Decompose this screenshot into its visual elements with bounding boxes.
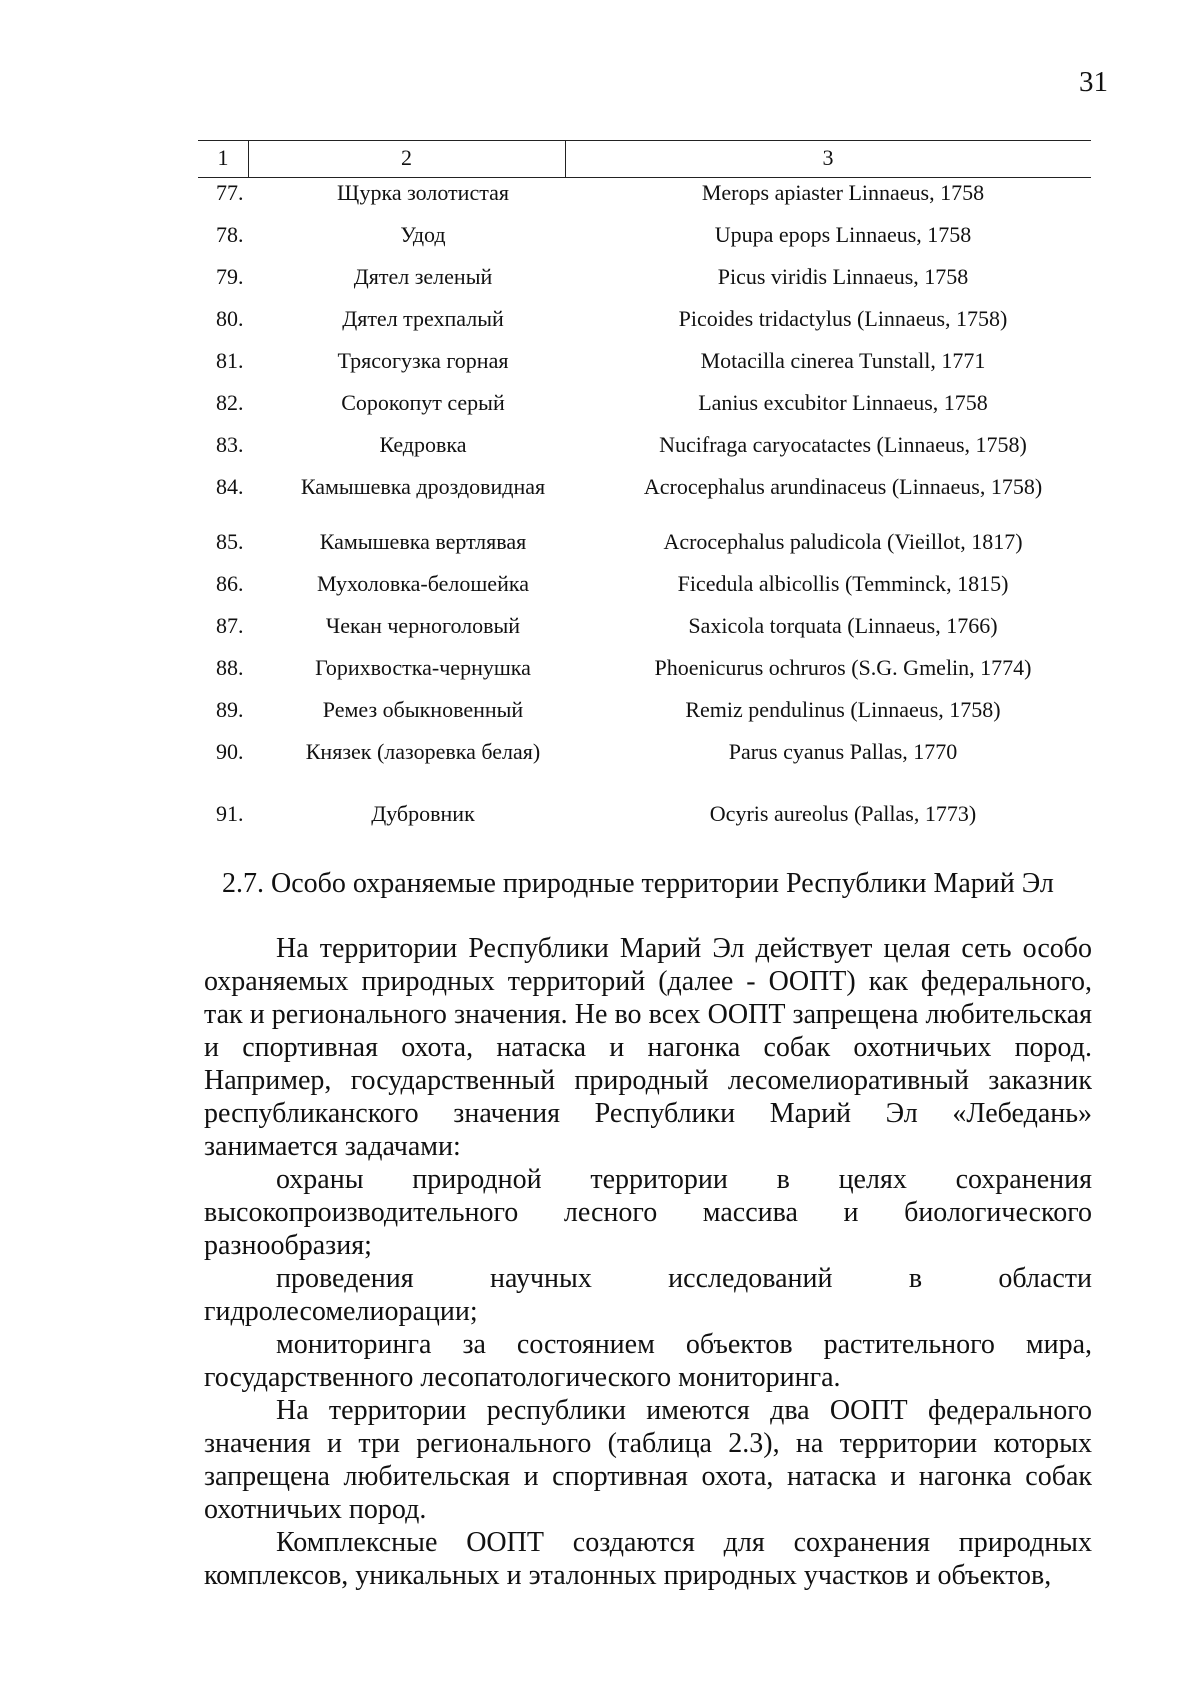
table-row <box>198 430 1091 472</box>
latin-name: Remiz pendulinus (Linnaeus, 1758) <box>685 697 1001 722</box>
russian-name: Дубровник <box>371 801 475 826</box>
latin-name: Lanius excubitor Linnaeus, 1758 <box>698 390 988 415</box>
row-number: 84. <box>216 474 244 499</box>
row-number: 90. <box>216 739 244 764</box>
russian-name: Князек (лазоревка белая) <box>305 739 541 764</box>
latin-name: Acrocephalus paludicola (Vieillot, 1817) <box>663 529 1023 554</box>
russian-name: Трясогузка горная <box>337 348 509 373</box>
russian-name: Камышевка вертлявая <box>319 529 527 554</box>
table-row <box>198 304 1091 346</box>
species-table <box>198 140 1091 841</box>
table-row <box>198 178 1091 220</box>
russian-name: Ремез обыкновенный <box>322 697 524 722</box>
table-row <box>198 653 1091 695</box>
header-col-3: 3 <box>822 145 834 170</box>
header-col-1: 1 <box>217 145 229 170</box>
russian-name: Дятел зеленый <box>353 264 493 289</box>
table-row <box>198 695 1091 737</box>
paragraph: На территории Республики Марий Эл действует целая сеть особо охраняемых природных территорий (далее - ООПТ) как федерального, так и регионального значения. Не во всех ООПТ запрещена любительская и спортивная охота, натаска и нагонка собак охотничьих пород. Например, государственный природный лесомелиоративный заказник республиканского значения Республики Марий Эл «Лебедань» занимается задачами: <box>204 933 1092 1162</box>
paragraph: проведения научных исследований в области гидролесомелиорации; <box>204 1263 1092 1327</box>
row-number: 77. <box>216 180 244 205</box>
header-col-2: 2 <box>401 145 412 170</box>
russian-name: Дятел трехпалый <box>342 306 504 331</box>
latin-name: Nucifraga caryocatactes (Linnaeus, 1758) <box>659 432 1027 457</box>
table-row <box>198 220 1091 262</box>
table-row <box>198 799 1091 841</box>
latin-name: Ficedula albicollis (Temminck, 1815) <box>677 571 1009 596</box>
body-text <box>204 932 1092 1592</box>
row-number: 80. <box>216 306 244 331</box>
table-row <box>198 569 1091 611</box>
paragraph: мониторинга за состоянием объектов растительного мира, государственного лесопатологического мониторинга. <box>204 1329 1092 1393</box>
table-row <box>198 737 1091 799</box>
row-number: 86. <box>216 571 244 596</box>
row-number: 87. <box>216 613 244 638</box>
russian-name: Удод <box>400 222 446 247</box>
russian-name: Щурка золотистая <box>337 180 509 205</box>
row-number: 91. <box>216 801 244 826</box>
russian-name: Горихвостка-чернушка <box>315 655 531 680</box>
table-row <box>198 472 1091 527</box>
paragraph: охраны природной территории в целях сохранения высокопроизводительного лесного массива и биологического разнообразия; <box>204 1164 1092 1261</box>
latin-name: Saxicola torquata (Linnaeus, 1766) <box>688 613 998 638</box>
row-number: 88. <box>216 655 244 680</box>
page-number: 31 <box>1079 66 1108 98</box>
latin-name: Upupa epops Linnaeus, 1758 <box>714 222 972 247</box>
row-number: 81. <box>216 348 244 373</box>
table-row <box>198 388 1091 430</box>
latin-name: Picoides tridactylus (Linnaeus, 1758) <box>678 306 1008 331</box>
row-number: 79. <box>216 264 244 289</box>
latin-name: Motacilla cinerea Tunstall, 1771 <box>700 348 986 373</box>
russian-name: Мухоловка-белошейка <box>317 571 529 596</box>
table-row <box>198 611 1091 653</box>
latin-name: Merops apiaster Linnaeus, 1758 <box>701 180 985 205</box>
section-heading: 2.7. Особо охраняемые природные территории Республики Марий Эл <box>222 868 1054 899</box>
row-number: 85. <box>216 529 244 554</box>
row-number: 82. <box>216 390 244 415</box>
russian-name: Чекан черноголовый <box>325 613 521 638</box>
latin-name: Picus viridis Linnaeus, 1758 <box>717 264 969 289</box>
latin-name: Phoenicurus ochruros (S.G. Gmelin, 1774) <box>654 655 1032 680</box>
table-row <box>198 262 1091 304</box>
russian-name: Сорокопут серый <box>341 390 505 415</box>
table-header <box>198 140 1091 178</box>
latin-name: Parus cyanus Pallas, 1770 <box>728 739 958 764</box>
russian-name: Кедровка <box>379 432 467 457</box>
latin-name: Ocyris aureolus (Pallas, 1773) <box>709 801 977 826</box>
paragraph: На территории республики имеются два ООПТ федерального значения и три регионального (таблица 2.3), на территории которых запрещена любительская и спортивная охота, натаска и нагонка собак охотничьих пород. <box>204 1395 1092 1525</box>
row-number: 83. <box>216 432 244 457</box>
row-number: 78. <box>216 222 244 247</box>
table-body <box>198 178 1091 841</box>
russian-name: Камышевка дроздовидная <box>300 474 546 499</box>
row-number: 89. <box>216 697 244 722</box>
paragraph: Комплексные ООПТ создаются для сохранения природных комплексов, уникальных и эталонных природных участков и объектов, <box>204 1527 1092 1591</box>
table-row <box>198 346 1091 388</box>
table-row <box>198 527 1091 569</box>
latin-name: Acrocephalus arundinaceus (Linnaeus, 1758) <box>643 474 1043 499</box>
